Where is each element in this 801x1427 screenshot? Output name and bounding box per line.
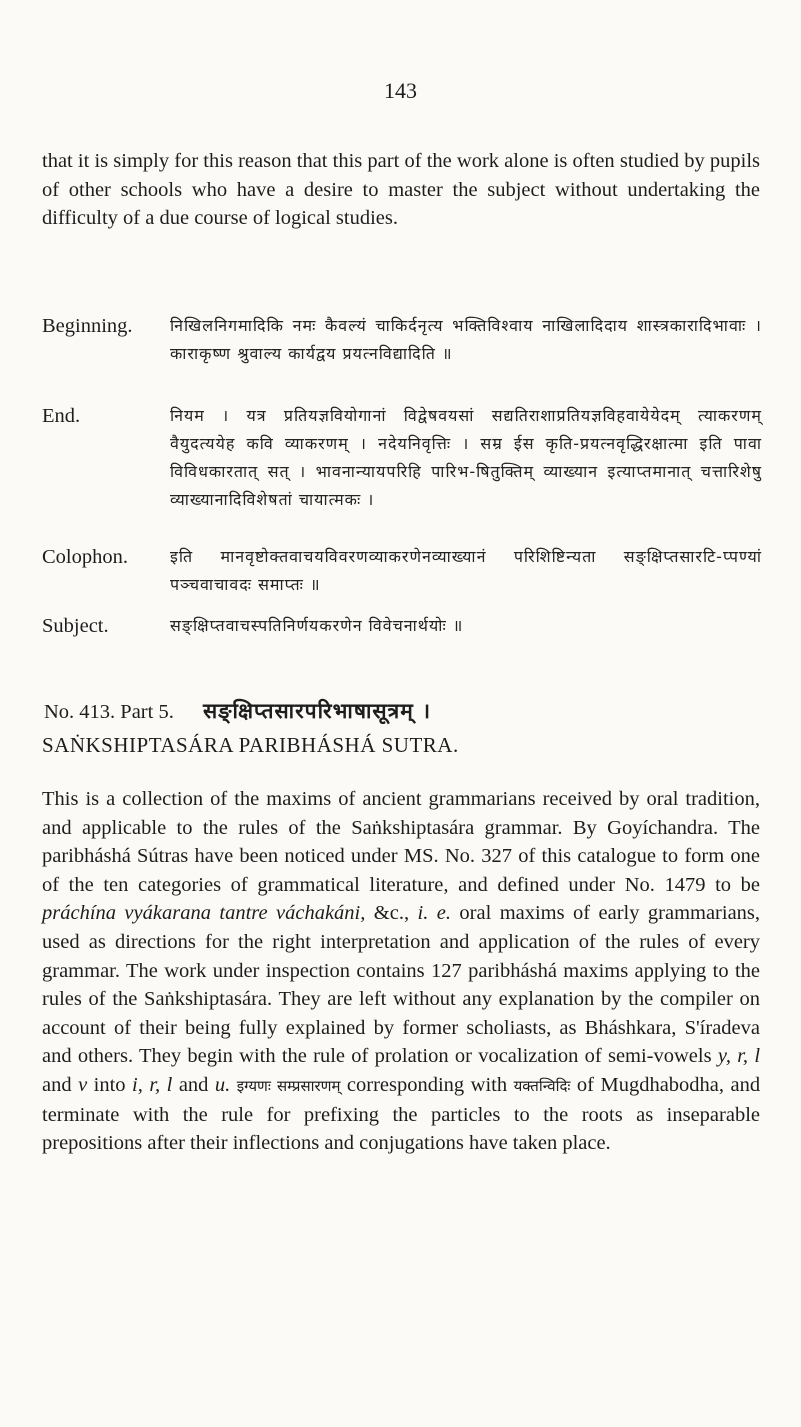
beginning-label: Beginning. (42, 315, 133, 337)
page-number: 143 (384, 78, 417, 103)
end-label: End. (42, 405, 81, 427)
description-text-1: This is a collection of the maxims of ancient grammarians received by oral tradition, and applicable to the rules of the Saṅkshiptasára grammar. By Goyíchandra. The paribháshá Sútras have been noticed under MS. No. 327 of this catalogue to form one of the ten categories of grammatical literature, and defined under No. 1479 to be (42, 788, 760, 896)
word-and-2: and (178, 1073, 209, 1096)
var-l2: l (166, 1073, 173, 1096)
var-l: l (754, 1045, 761, 1068)
description-paragraph (42, 785, 760, 1158)
word-into: into (93, 1073, 126, 1096)
description-etc: &c., (373, 902, 410, 925)
var-i: i, (132, 1073, 143, 1096)
end-text: नियम । यत्र प्रतियज्ञवियोगानां विद्वेषवयसां सद्यतिराशाप्रतियज्ञविहवायेयेदम् त्याकरणम् वैयुदत्ययेह कवि व्याकरणम् । नदेयनिवृत्तिः । सम्र ईस कृति-प्रयत्नवृद्धिरक्षात्मा इति पावा विविधकारतात् सत् । भावनान्यायपरिहि पारिभ-षितुक्तिम् व्याख्यान इत्याप्तमानात् चत्तारिशेषु व्याख्यानादिविशेषतां चायात्मकः । (170, 406, 762, 509)
italic-ie: i. e. (417, 902, 451, 925)
colophon-text: इति मानवृष्टोक्तवाचयविवरणव्याकरणेनव्याख्यानं परिशिष्टिन्यता सङ्क्षिप्तसारटि-प्पण्यां पञ्चवाचावदः समाप्तः ॥ (170, 547, 762, 594)
description-text-3: corresponding with (346, 1073, 508, 1096)
sanskrit-inline-1: इग्यणः सम्प्रसारणम् (236, 1076, 341, 1095)
end-entry (42, 402, 762, 542)
var-r2: r, (149, 1073, 161, 1096)
var-r: r, (737, 1045, 749, 1068)
var-y: y, (717, 1045, 731, 1068)
manuscript-heading (42, 697, 760, 725)
colophon-entry (42, 543, 762, 603)
sanskrit-inline-2: यक्तन्विदिः (513, 1076, 571, 1095)
subject-text: सङ्क्षिप्तवाचस्पतिनिर्णयकरणेन विवेचनार्थयोः ॥ (170, 616, 464, 635)
sanskrit-title: सङ्क्षिप्तसारपरिभाषासूत्रम् । (202, 699, 432, 723)
manuscript-title: SAṄKSHIPTASÁRA PARIBHÁSHÁ SUTRA. (42, 733, 459, 757)
subject-label: Subject. (42, 615, 109, 637)
intro-paragraph: that it is simply for this reason that this part of the work alone is often studied by pupils of other schools who have a desire to master the subject without undertaking the difficulty of a due course of logical studies. (42, 150, 760, 230)
word-and-1: and (42, 1073, 72, 1096)
var-v: v (78, 1073, 88, 1096)
manuscript-number: No. 413. Part 5. (44, 701, 174, 723)
italic-phrase: práchína vyákarana tantre váchakáni, (42, 902, 366, 925)
description-text-2: oral maxims of early grammarians, used as directions for the right interpretation and application of the rules of every grammar. The work under inspection contains 127 paribháshá maxims applying to the rules of the Saṅkshiptasára. They are left without any explanation by the compiler on account of their being fully explained by former scholiasts, as Bháshkara, S'íradeva and others. They begin with the rule of prolation or vocalization of semi-vowels (42, 902, 761, 1068)
beginning-text: निखिलनिगमादिकि नमः कैवल्यं चाकिर्दनृत्य भक्तिविश्वाय नाखिलादिदाय शास्त्रकारादिभावाः । काराकृष्ण श्रुवाल्य कार्यद्वय प्रयत्नविद्यादिति ॥ (170, 316, 762, 363)
colophon-label: Colophon. (42, 546, 128, 568)
description-text-4: of Mugdhabodha, and terminate with the rule for prefixing the particles to the roots as inseparable prepositions after their inflections and conjugations have taken place. (42, 1073, 761, 1155)
var-u: u. (214, 1073, 231, 1096)
subject-entry (42, 612, 762, 642)
beginning-entry (42, 312, 762, 402)
